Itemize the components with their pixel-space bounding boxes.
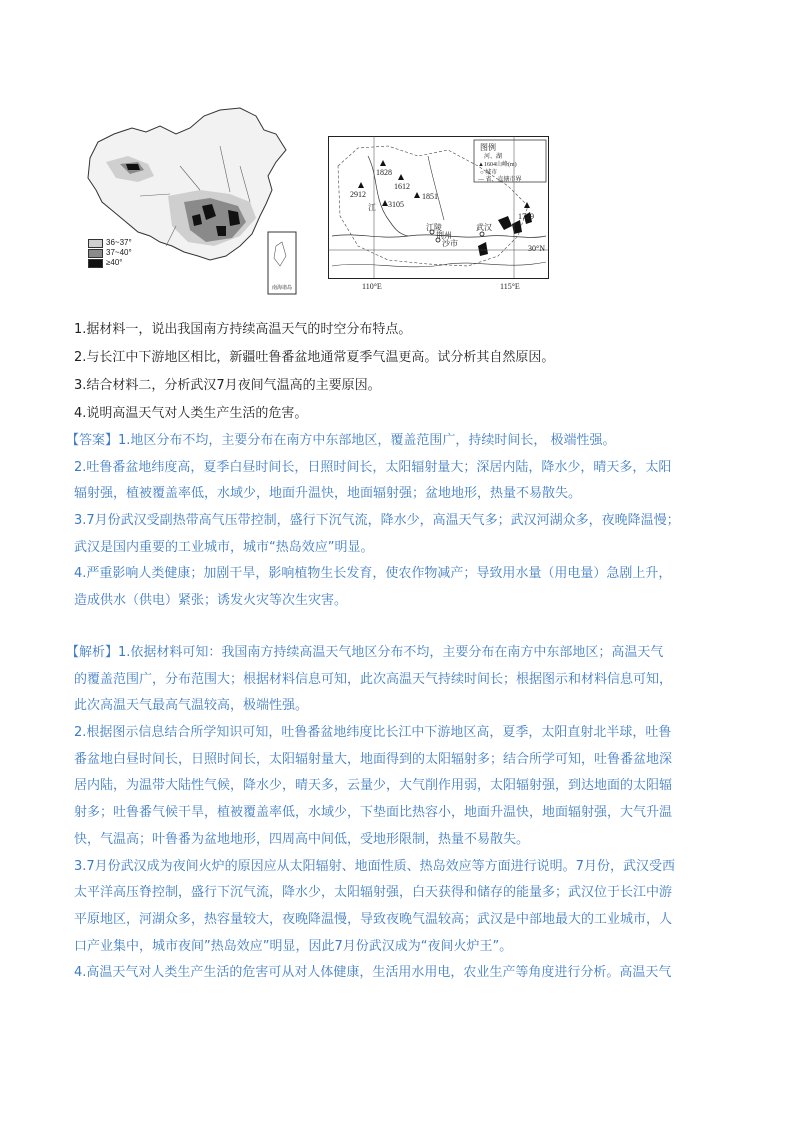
- analysis-line: 4.高温天气对人类生产生活的危害可从对人体健康，生活用水用电，农业生产等角度进行分析。高温天气: [74, 965, 672, 981]
- analysis-line: 的覆盖范围广，分布范围大；根据材料信息可知，此次高温天气持续时间长；根据图示和材料信息可知，: [74, 671, 673, 687]
- answer-line: 4.严重影响人类健康；加剧干旱，影响植物生长发育，使农作物减产；导致用水量（用电量）急剧上升，: [74, 566, 672, 582]
- analysis-line: 【解析】1.依据材料可知：我国南方持续高温天气地区分布不均，主要分布在南方中东部地区；高温天气: [66, 645, 664, 660]
- answer-line: 3.7月份武汉受副热带高气压带控制，盛行下沉气流，降水少，高温天气多；武汉河湖众多，夜晚降温慢；: [74, 513, 680, 529]
- legend-label: ≥40°: [106, 258, 123, 267]
- city-label: 江陵: [426, 223, 442, 232]
- analysis-line: 2.根据图示信息结合所学知识可知，吐鲁番盆地纬度比长江中下游地区高，夏季，太阳直射北半球，吐鲁: [74, 725, 672, 741]
- map2-legend-item: 河、湖: [484, 154, 503, 160]
- analysis-line: 平原地区，河湖众多，热容量较大，夜晚降温慢，导致夜晚气温较高；武汉是中部地最大的工业城市，人: [74, 911, 673, 927]
- city-label: 荆州: [436, 231, 452, 240]
- city-label: 沙市: [442, 239, 458, 248]
- legend-label: 36~37°: [106, 238, 132, 247]
- analysis-line: 此次高温天气最高气温较高，极端性强。: [74, 698, 309, 714]
- analysis-line: 3.7月份武汉成为夜间火炉的原因应从太阳辐射、地面性质、热岛效应等方面进行说明。7月份，武汉受西: [74, 858, 675, 874]
- analysis-line: 射多；吐鲁番气候干旱，植被覆盖率低，水域少，下垫面比热容小，地面升温快，地面辐射强，大气升温: [74, 805, 673, 821]
- city-label: 武汉: [476, 223, 492, 232]
- legend-label: 37~40°: [106, 248, 132, 257]
- hubei-map-svg: [328, 136, 550, 296]
- analysis-line: 口产业集中，城市夜间”热岛效应”明显，因此7月份武汉成为“夜间火炉王”。: [74, 938, 513, 954]
- analysis-line: 番盆地白昼时间长，日照时间长，太阳辐射量大，地面得到的太阳辐射多；结合所学可知，吐鲁番盆地深: [74, 751, 673, 767]
- answer-line: 造成供水（供电）紧张；诱发火灾等次生灾害。: [74, 593, 348, 609]
- lat-label: 30°N: [528, 244, 545, 253]
- peak-label: 1851: [422, 192, 438, 201]
- swatch-dark: [88, 259, 103, 268]
- map1-legend: [88, 238, 132, 268]
- map2-legend-item: — 省、直辖市界: [478, 177, 522, 183]
- answer-line: 辐射强，植被覆盖率低，水域少，地面升温快，地面辐射强；盆地地形，热量不易散失。: [74, 486, 582, 502]
- analysis-line: 太平洋高压脊控制，盛行下沉气流，降水少，太阳辐射强，白天获得和储存的能量多；武汉位于长江中游: [74, 885, 673, 901]
- hubei-map: [328, 136, 550, 296]
- analysis-line: 居内陆，为温带大陆性气候，降水少，晴天多，云量少，大气削作用弱，太阳辐射强，到达地面的太阳辐: [74, 778, 673, 794]
- map2-legend-item: ▲1604山峰(m): [478, 162, 517, 168]
- analysis-line: 快，气温高；叶鲁番为盆地地形，四周高中间低，受地形限制，热量不易散失。: [74, 831, 530, 847]
- analysis-block: [66, 640, 726, 987]
- answer-block: [66, 428, 726, 615]
- answer-line: 武汉是国内重要的工业城市，城市“热岛效应”明显。: [74, 539, 374, 555]
- legend-row-37-40: [88, 248, 132, 258]
- peak-label: 1612: [394, 182, 410, 191]
- question-1: 1.据材料一，说出我国南方持续高温天气的时空分布特点。: [74, 322, 412, 337]
- lon-label: 110°E: [362, 282, 382, 291]
- map2-legend-item: ○ 城市: [480, 170, 498, 176]
- question-3: 3.结合材料二，分析武汉7月夜间气温高的主要原因。: [74, 378, 381, 393]
- inset-label: 南海诸岛: [272, 286, 293, 291]
- peak-label: 3105: [388, 200, 404, 209]
- peak-label: 2912: [350, 190, 366, 199]
- legend-row-40: [88, 258, 132, 268]
- legend-row-36-37: [88, 238, 132, 248]
- swatch-light: [88, 239, 103, 248]
- lon-label: 115°E: [500, 282, 520, 291]
- answer-line: 2.吐鲁番盆地纬度高，夏季白昼时间长，日照时间长，太阳辐射量大；深居内陆，降水少，晴天多，太阳: [74, 459, 672, 475]
- china-heat-map: [80, 106, 298, 296]
- question-2: 2.与长江中下游地区相比，新疆吐鲁番盆地通常夏季气温更高。试分析其自然原因。: [74, 350, 555, 365]
- peak-label: 1828: [376, 168, 392, 177]
- map2-legend-title: 图例: [480, 143, 496, 152]
- question-4: 4.说明高温天气对人类生产生活的危害。: [74, 406, 308, 421]
- swatch-medium: [88, 249, 103, 258]
- peak-label: 1729: [518, 212, 534, 221]
- river-label: 江: [368, 203, 376, 212]
- answer-line: 【答案】1.地区分布不均，主要分布在南方中东部地区，覆盖范围广，持续时间长， 极端性强。: [66, 433, 616, 448]
